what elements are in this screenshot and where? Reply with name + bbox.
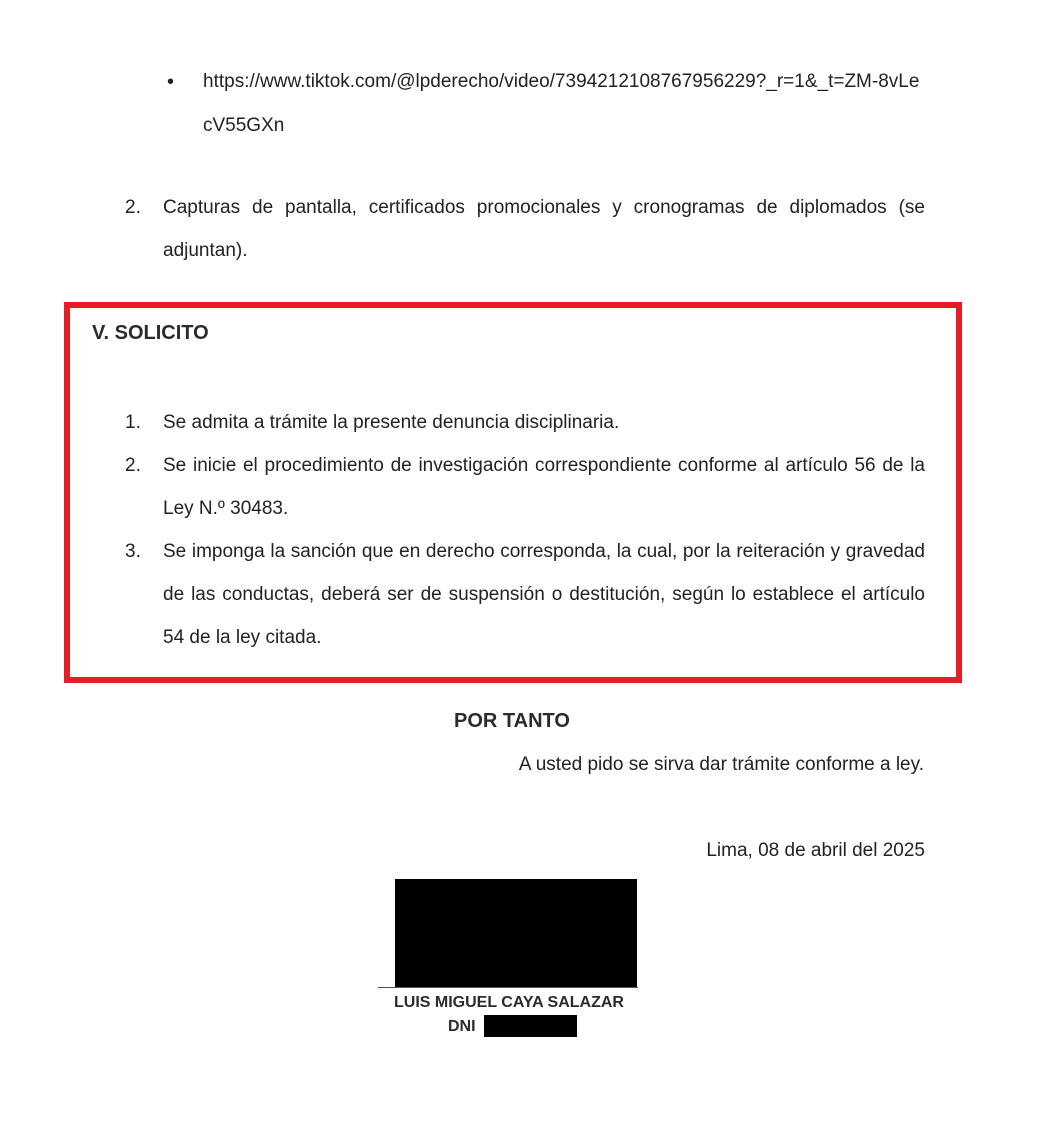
dni-label: DNI [448,1018,476,1035]
list-text: Se imponga la sanción que en derecho corresponda, la cual, por la reiteración y gravedad de las conductas, deberá ser de suspensión o destitución, según lo establece el artículo 54 de la ley citada. [163,541,925,648]
section-title-solicito: V. SOLICITO [92,322,209,344]
list-text: Se inicie el procedimiento de investigación correspondiente conforme al artículo 56 de la Ley N.º 30483. [163,455,925,519]
dni-redaction [484,1015,577,1037]
list-number: 2. [125,197,141,218]
tiktok-link[interactable]: https://www.tiktok.com/@lpderecho/video/7394212108767956229?_r=1&_t=ZM-8vLecV55GXn [203,71,920,136]
list-text: Capturas de pantalla, certificados promocionales y cronogramas de diplomados (se adjuntan). [163,197,925,261]
list-number: 1. [125,412,141,433]
bullet-icon: • [167,71,175,93]
por-tanto-heading: POR TANTO [454,710,570,732]
list-number: 3. [125,541,141,562]
signer-name: LUIS MIGUEL CAYA SALAZAR [394,994,624,1011]
place-date: Lima, 08 de abril del 2025 [706,840,925,861]
request-text: A usted pido se sirva dar trámite conforme a ley. [518,754,924,775]
signature-redaction [395,879,637,987]
signature-line [378,987,638,988]
list-number: 2. [125,455,141,476]
list-text: Se admita a trámite la presente denuncia disciplinaria. [163,412,620,433]
